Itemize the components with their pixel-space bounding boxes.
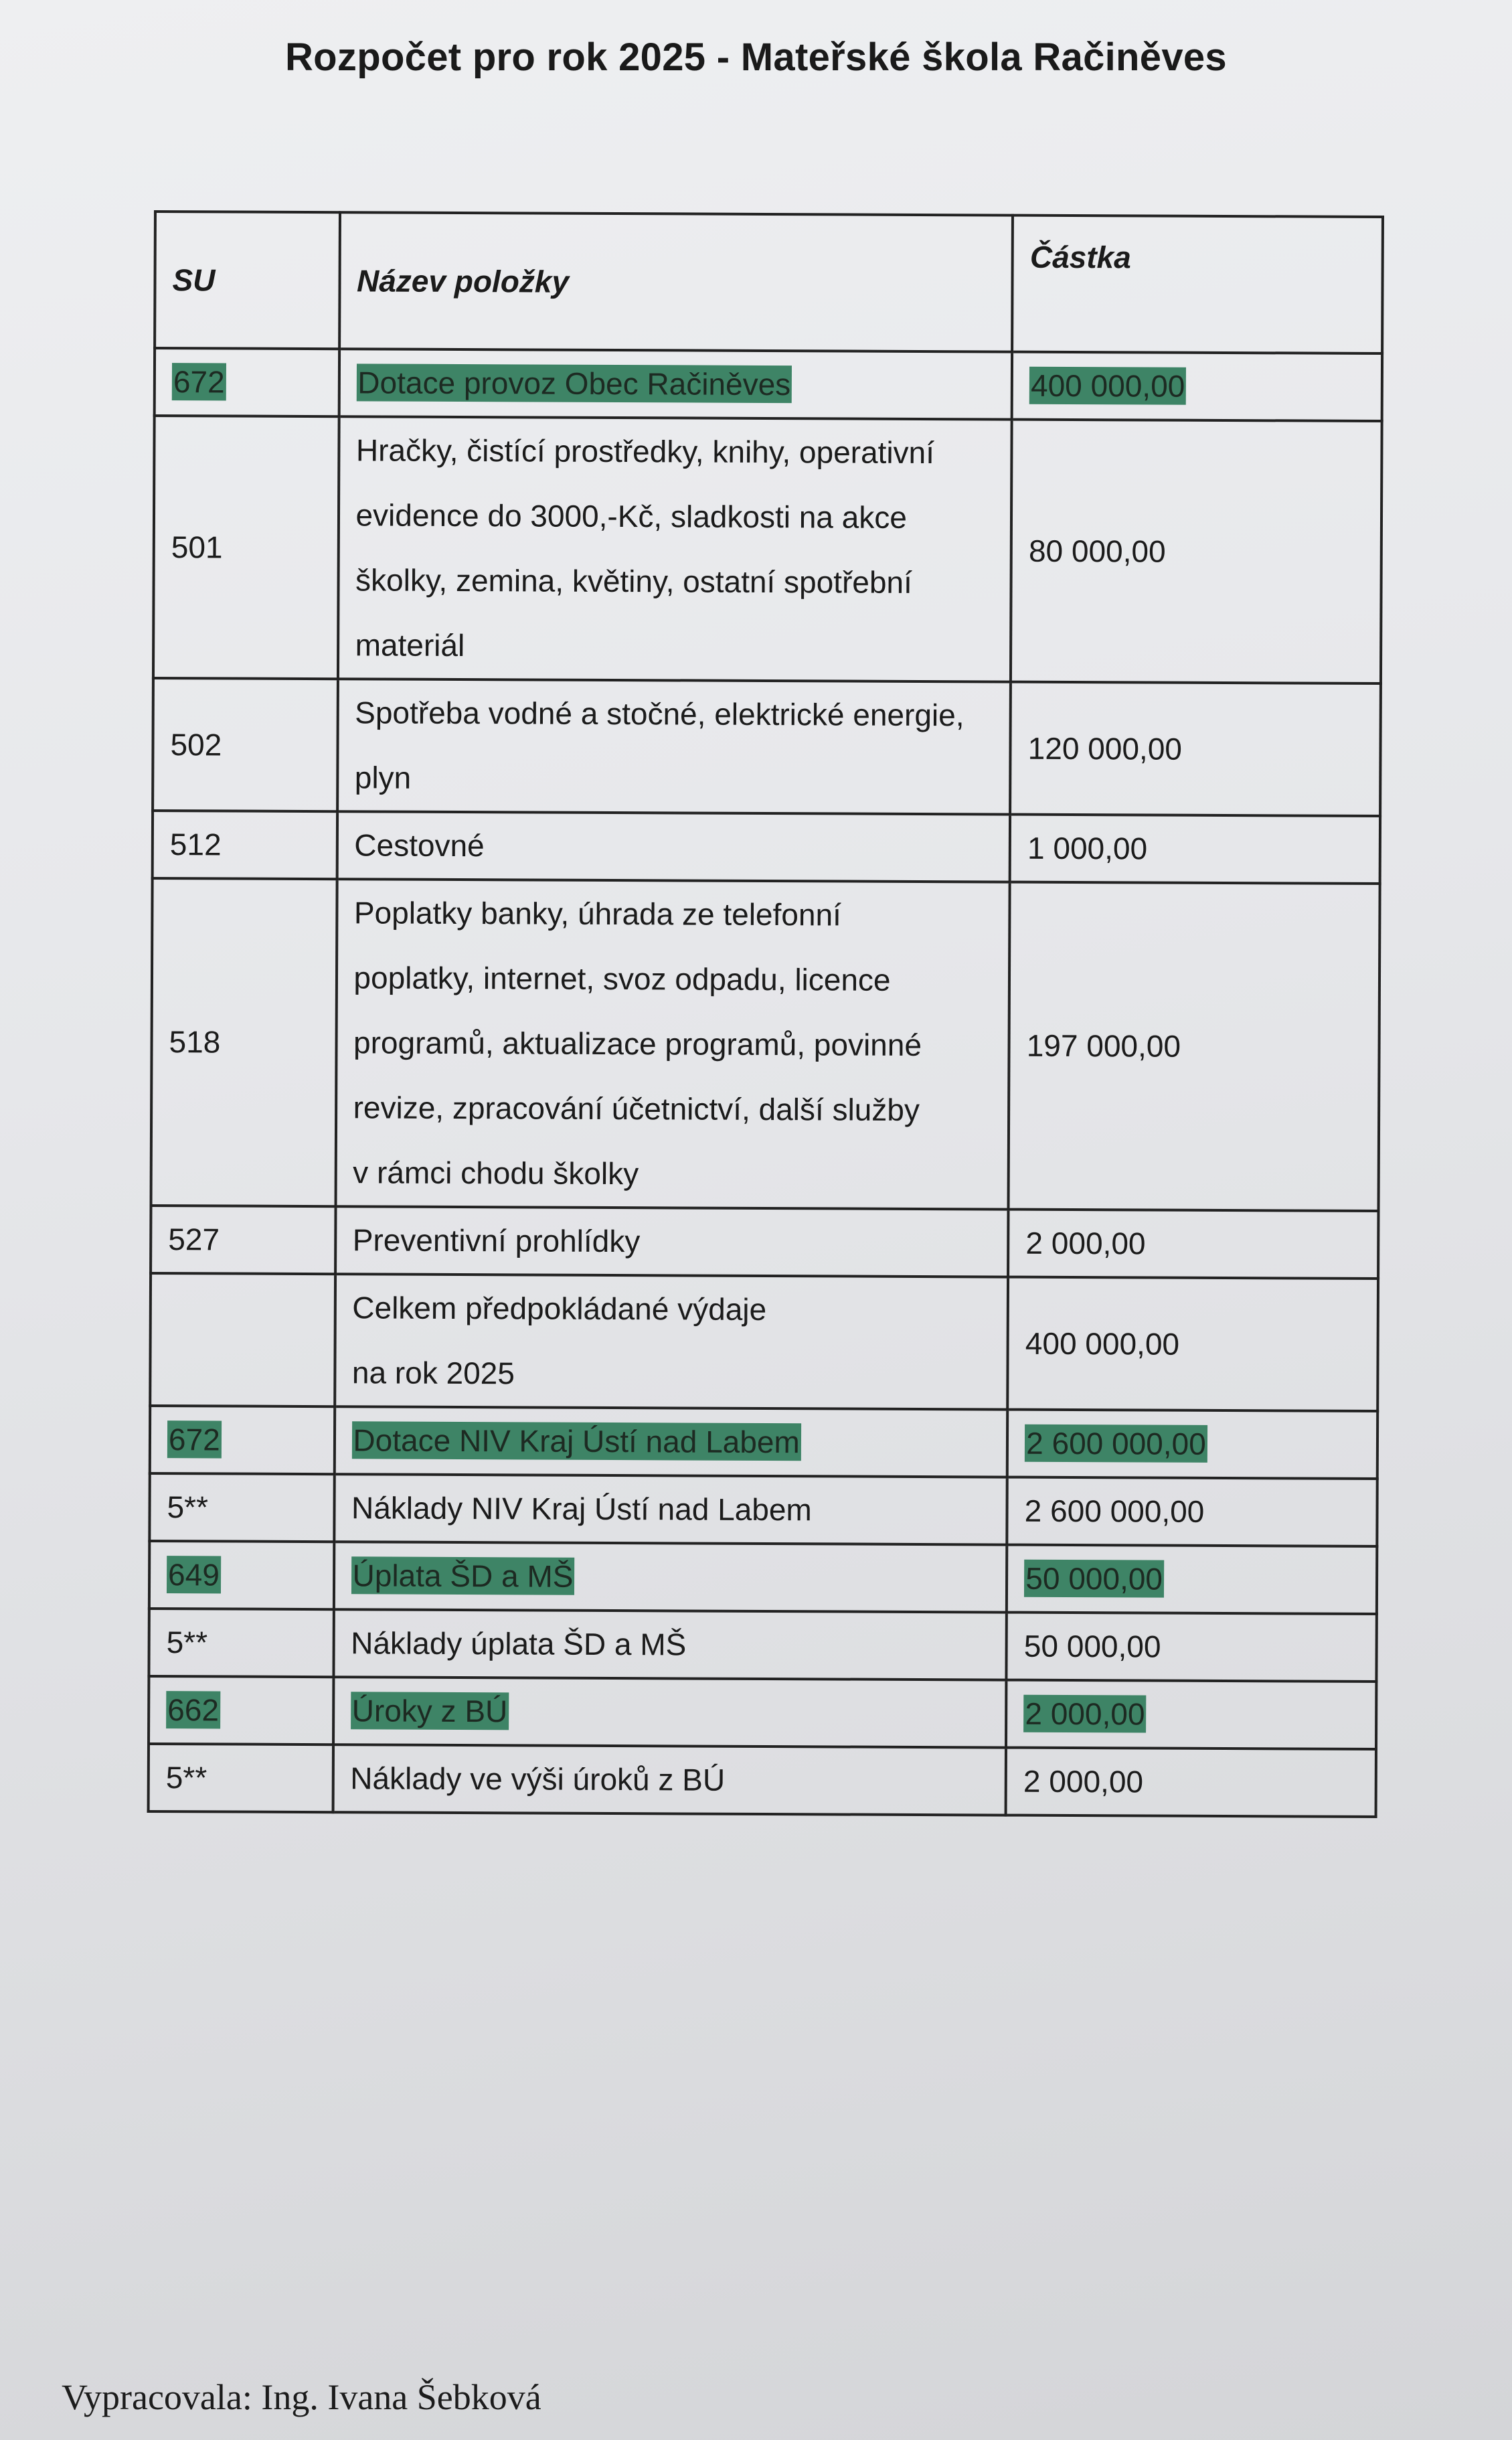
cell-amount: 2 000,00 — [1006, 1748, 1376, 1817]
cell-name — [334, 1406, 1007, 1477]
name-line: školky, zemina, květiny, ostatní spotřební — [355, 562, 912, 600]
highlighted-amount: 400 000,00 — [1029, 367, 1186, 405]
table-row — [149, 1541, 1377, 1614]
cell-name: Náklady ve výši úroků z BÚ — [333, 1744, 1006, 1815]
table-row — [150, 1406, 1377, 1479]
cell-amount: 120 000,00 — [1010, 682, 1381, 816]
table-row — [153, 416, 1382, 683]
cell-name: Náklady úplata ŠD a MŠ — [333, 1609, 1007, 1680]
cell-su: 512 — [153, 811, 337, 879]
cell-amount: 2 600 000,00 — [1007, 1477, 1377, 1546]
table-row — [153, 678, 1381, 816]
highlighted-su: 672 — [167, 1420, 222, 1458]
name-line: poplatky, internet, svoz odpadu, licence — [353, 960, 891, 997]
name-line: plyn — [354, 760, 412, 795]
name-line: v rámci chodu školky — [353, 1155, 639, 1192]
cell-su: 5** — [149, 1744, 333, 1812]
cell-amount — [1012, 352, 1382, 421]
page-title: Rozpočet pro rok 2025 - Mateřské škola Račiněves — [285, 35, 1227, 79]
table-header-row — [155, 212, 1383, 353]
table-row — [153, 811, 1380, 884]
highlighted-name: Dotace NIV Kraj Ústí nad Labem — [351, 1421, 801, 1461]
cell-amount — [1007, 1410, 1377, 1479]
cell-su: 518 — [151, 878, 337, 1206]
table-row — [149, 1609, 1376, 1682]
name-line: programů, aktualizace programů, povinné — [353, 1025, 922, 1063]
highlighted-su: 662 — [166, 1691, 220, 1728]
budget-table — [147, 210, 1384, 1818]
name-line: Poplatky banky, úhrada ze telefonní — [353, 895, 841, 932]
table-row — [151, 1206, 1378, 1279]
cell-amount — [1007, 1545, 1377, 1614]
cell-name — [339, 349, 1012, 419]
cell-su: 527 — [151, 1206, 335, 1274]
highlighted-su: 672 — [172, 363, 226, 400]
highlighted-amount: 2 600 000,00 — [1025, 1425, 1207, 1463]
header-name: Název položky — [339, 212, 1013, 351]
cell-amount — [1006, 1680, 1376, 1749]
author-line: Vypracovala: Ing. Ivana Šebková — [62, 2377, 541, 2417]
highlighted-su: 649 — [167, 1556, 221, 1593]
highlighted-amount: 50 000,00 — [1024, 1560, 1164, 1598]
name-line: revize, zpracování účetnictví, další služby — [353, 1090, 920, 1128]
highlighted-amount: 2 000,00 — [1023, 1695, 1146, 1733]
cell-name: Náklady NIV Kraj Ústí nad Labem — [334, 1474, 1007, 1544]
name-line: Hračky, čistící prostředky, knihy, operativní — [355, 432, 935, 471]
cell-name — [335, 1274, 1009, 1409]
cell-name — [333, 1677, 1007, 1747]
table-row — [151, 878, 1380, 1211]
cell-name: Preventivní prohlídky — [335, 1206, 1009, 1277]
table-row — [149, 1676, 1376, 1749]
cell-amount: 50 000,00 — [1007, 1613, 1377, 1682]
cell-name — [337, 416, 1011, 681]
cell-name — [333, 1542, 1007, 1612]
cell-su: 5** — [149, 1609, 333, 1677]
header-su: SU — [155, 212, 339, 349]
table-row — [149, 1473, 1377, 1546]
highlighted-name: Úplata ŠD a MŠ — [351, 1556, 574, 1595]
cell-su — [149, 1541, 334, 1609]
cell-su — [149, 1676, 333, 1744]
cell-amount: 1 000,00 — [1010, 815, 1380, 884]
cell-amount: 2 000,00 — [1008, 1210, 1378, 1279]
header-amount: Částka — [1012, 216, 1383, 353]
cell-su: 502 — [153, 678, 337, 811]
name-line: evidence do 3000,-Kč, sladkosti na akce — [355, 497, 908, 535]
name-line: Spotřeba vodné a stočné, elektrické energie, — [355, 695, 964, 733]
table-row — [149, 1744, 1376, 1817]
cell-su — [150, 1406, 335, 1474]
cell-amount: 400 000,00 — [1007, 1277, 1378, 1411]
highlighted-name: Úroky z BÚ — [351, 1692, 509, 1730]
name-line: materiál — [355, 627, 465, 663]
name-line: na rok 2025 — [351, 1355, 515, 1391]
cell-su — [150, 1273, 335, 1406]
cell-su: 5** — [149, 1473, 334, 1542]
cell-name — [335, 879, 1010, 1209]
cell-name: Cestovné — [337, 811, 1010, 882]
cell-amount: 197 000,00 — [1009, 882, 1380, 1211]
total-row — [150, 1273, 1378, 1411]
highlighted-name: Dotace provoz Obec Račiněves — [356, 363, 792, 403]
cell-amount: 80 000,00 — [1011, 420, 1381, 683]
name-line: Celkem předpokládané výdaje — [352, 1290, 767, 1327]
cell-name — [337, 679, 1011, 814]
cell-su — [155, 348, 339, 416]
table-row — [155, 348, 1382, 421]
cell-su: 501 — [153, 416, 339, 679]
